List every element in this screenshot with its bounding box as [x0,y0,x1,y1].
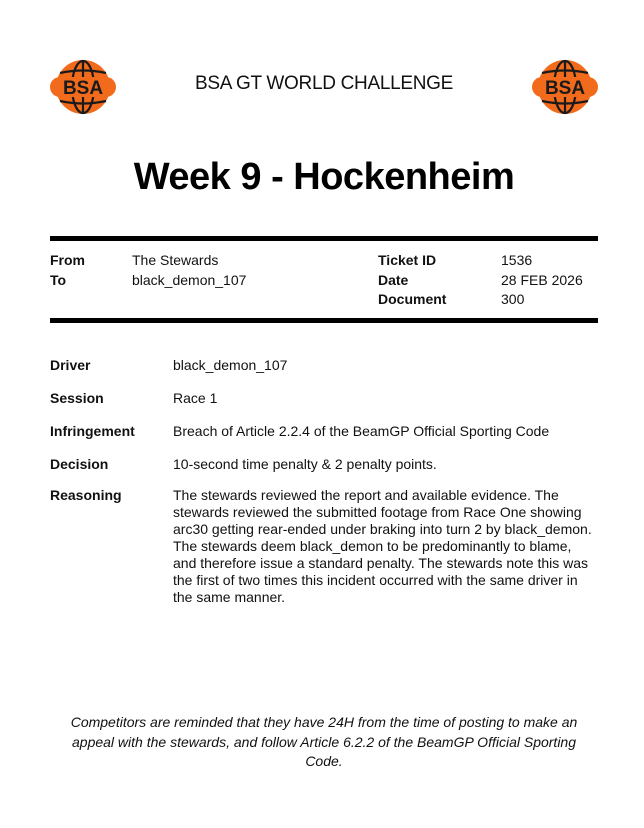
reasoning-value: The stewards reviewed the report and available evidence. The stewards reviewed the submitted footage from Race One showing arc30 getting rear-ended under braking into turn 2 by black_demon. The stewards deem black_demon to be predominantly to blame, and therefore issue a standard penalty. The stewards note this was the first of two times this incident occurred with the same driver in the same manner. [173,487,592,605]
meta-values-right [501,251,583,310]
meta-values-left [132,251,246,290]
to-value: black_demon_107 [132,271,247,288]
decision-row [50,456,598,487]
from-label: From [50,252,85,268]
infringement-row [50,423,598,456]
ticket-label: Ticket ID [378,252,437,268]
date-label: Date [378,271,409,288]
appeal-notice: Competitors are reminded that they have 24H from the time of posting to make an appeal with the stewards, and follow Article 6.2.2 of the BeamGP Official Sporting Code. [70,714,578,769]
session-value: Race 1 [173,390,218,406]
infringement-label: Infringement [50,423,135,439]
reasoning-row [50,487,598,606]
org-title: BSA GT WORLD CHALLENGE [194,73,454,94]
page-title: Week 9 - Hockenheim [133,156,515,198]
logo-text: BSA [544,78,586,99]
date-value: 28 FEB 2026 [501,271,583,288]
session-row [50,390,598,423]
decision-label: Decision [50,456,109,472]
infringement-value: Breach of Article 2.2.4 of the BeamGP Official Sporting Code [173,423,550,439]
ticket-value: 1536 [501,252,533,268]
decision-value: 10-second time penalty & 2 penalty points. [173,456,437,472]
bsa-logo-right [532,56,598,118]
to-label: To [50,271,67,288]
meta-labels-left [50,251,85,290]
from-value: The Stewards [132,252,219,268]
document-value: 300 [501,291,525,307]
driver-value: black_demon_107 [173,357,288,373]
logo-text: BSA [62,78,104,99]
divider-bottom [50,318,598,323]
reasoning-label: Reasoning [50,487,122,503]
session-label: Session [50,390,104,406]
driver-label: Driver [50,357,91,373]
decision-details [50,357,598,606]
meta-labels-right [378,251,446,310]
driver-row [50,357,598,390]
divider-top [50,236,598,241]
document-label: Document [378,291,447,307]
